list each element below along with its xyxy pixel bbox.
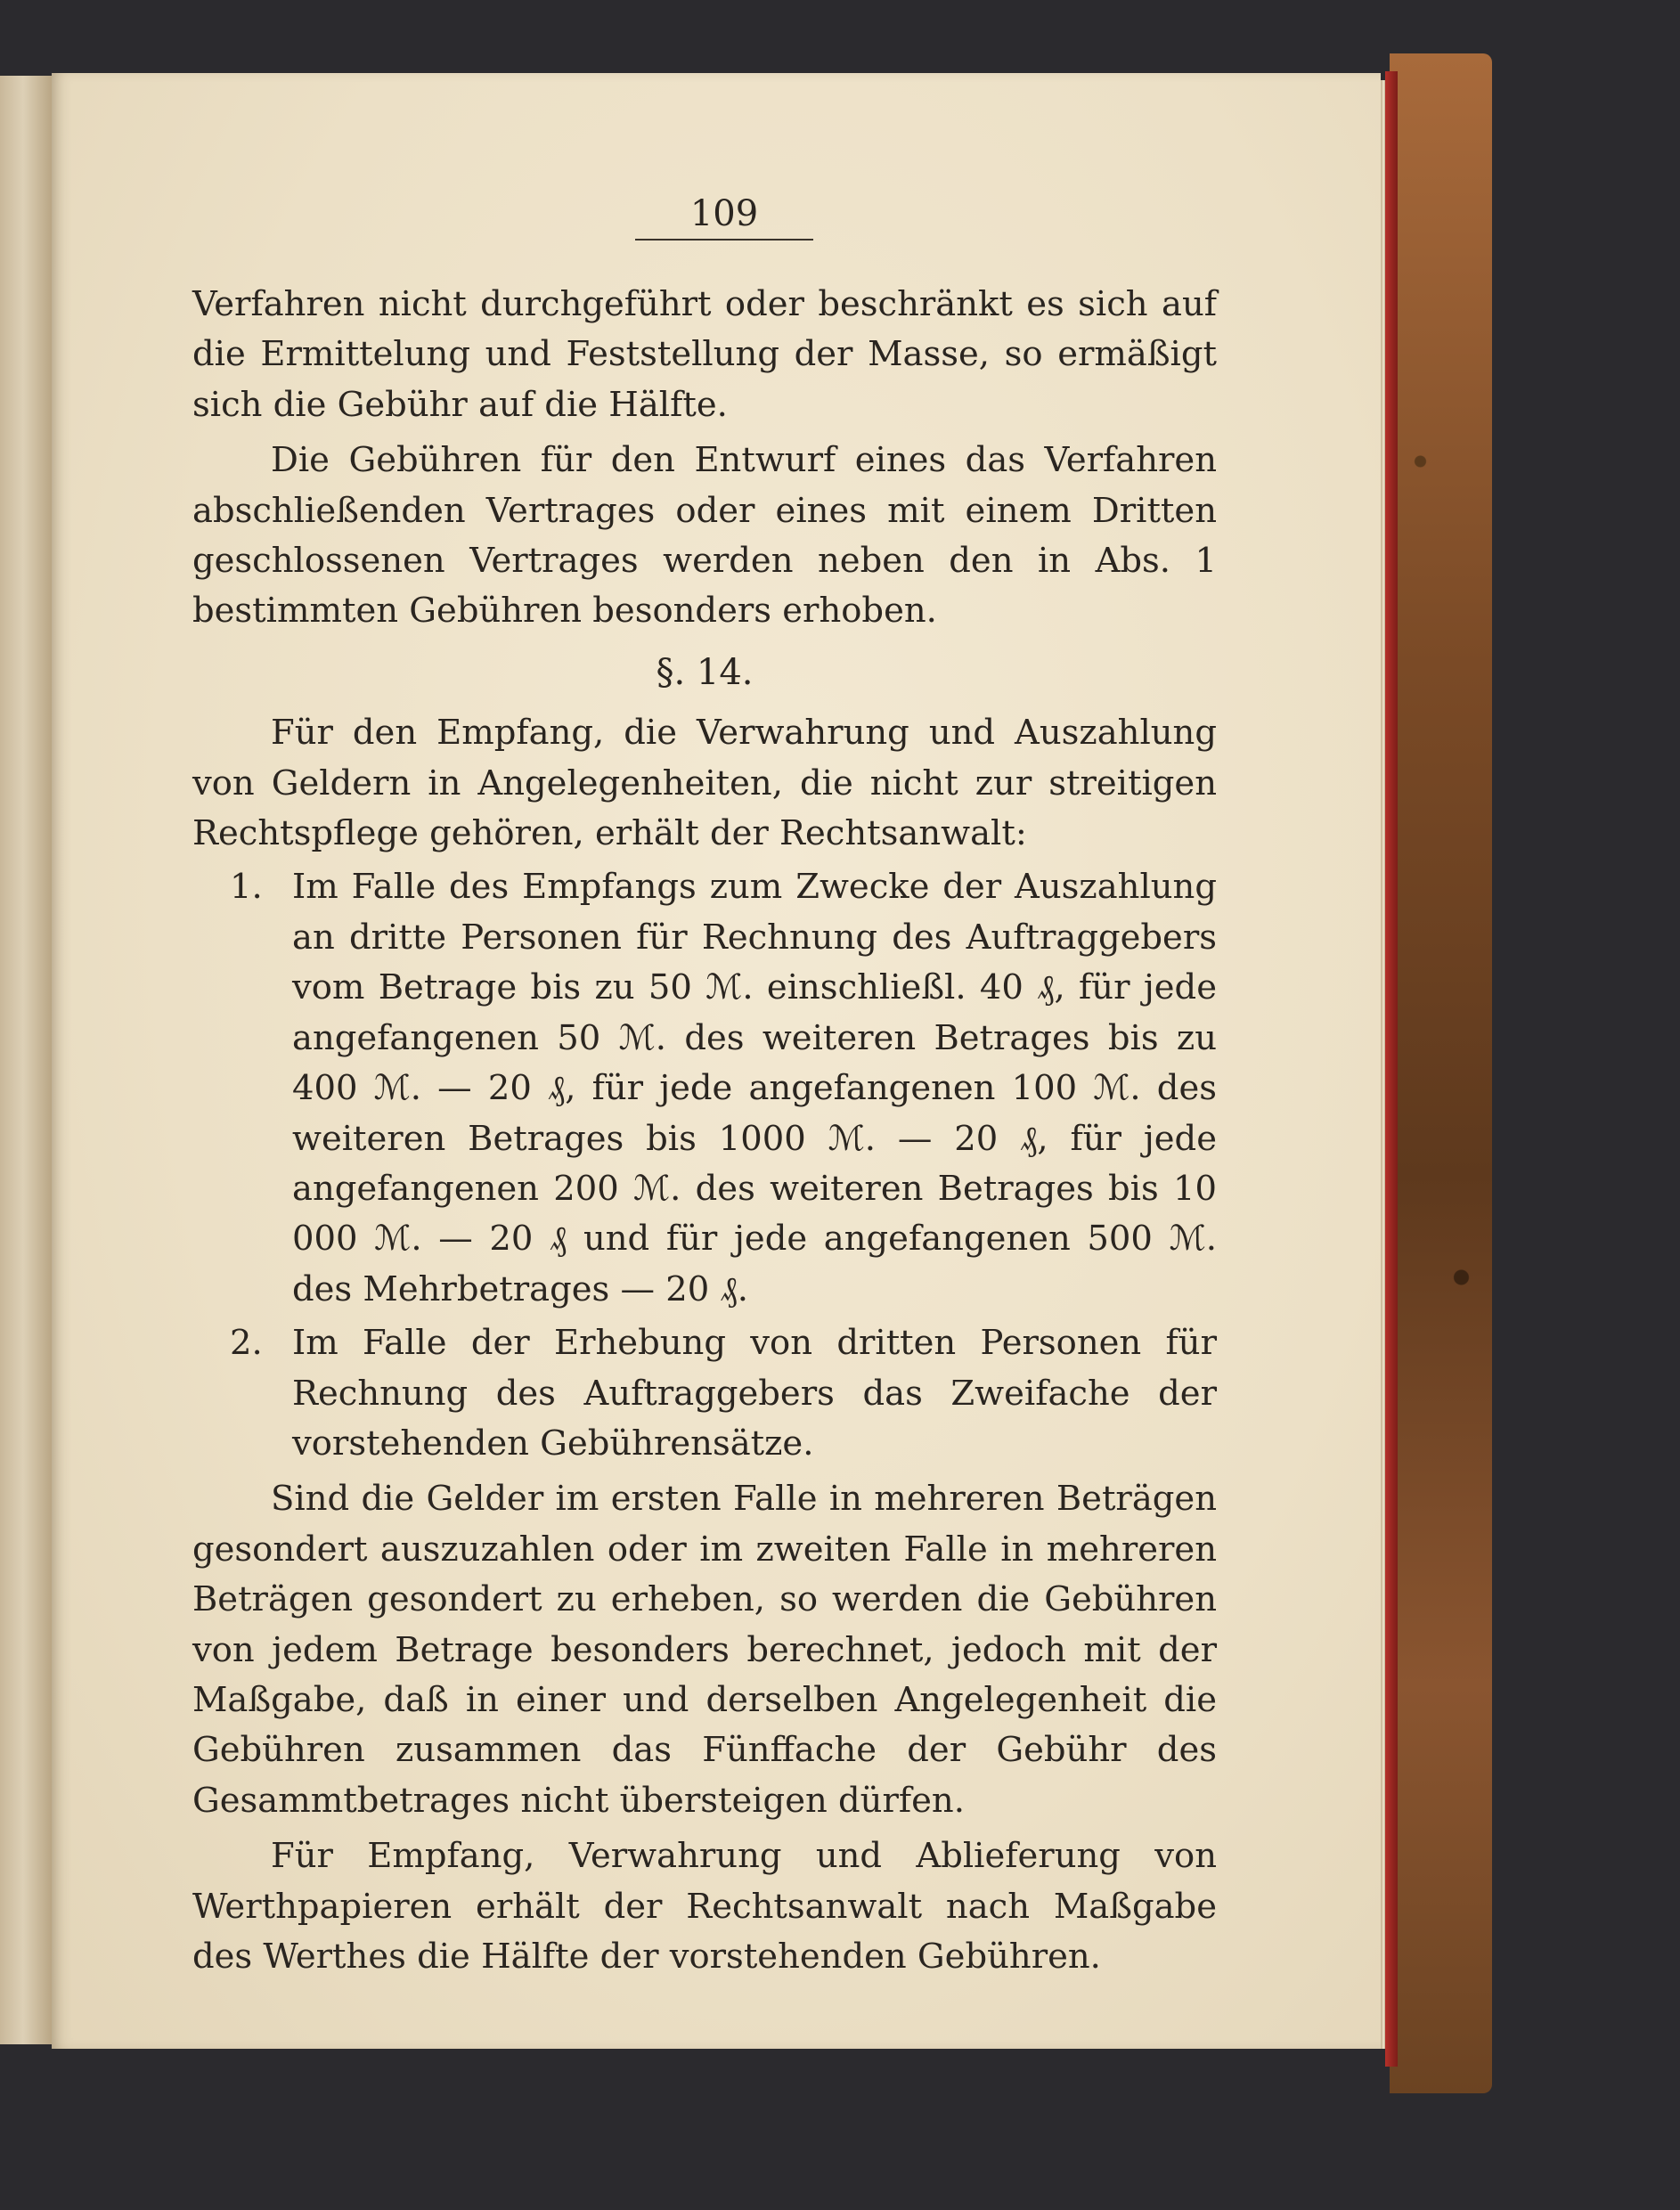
paragraph-installments: Sind die Gelder im ersten Falle in mehreren Beträgen gesondert auszuzahlen oder im zweiten Falle in mehreren Beträgen gesondert zu erheben, so werden die Gebühren von jedem Betrage besonders berechnet, jedoch mit der Maßgabe, daß in einer und derselben Angelegenheit die Gebühren zusammen das Fünffache der Gebühr des Gesammtbetrages nicht übersteigen dürfen. [192, 1479, 1217, 1821]
list-item [192, 862, 1217, 1315]
list-number: 1. [230, 867, 263, 908]
page-number: 109 [689, 193, 759, 234]
paragraph-intro: Für den Empfang, die Verwahrung und Auszahlung von Geldern in Angelegenheiten, die nicht zur streitigen Rechtspflege gehören, erhält der Rechtsanwalt: [192, 713, 1217, 854]
list-item [192, 1318, 1217, 1469]
section-heading: §. 14. [656, 651, 754, 693]
paragraph-securities: Für Empfang, Verwahrung und Ablieferung von Werthpapieren erhält der Rechtsanwalt nach Maßgabe des Werthes die Hälfte der vorstehenden Gebühren. [192, 1836, 1217, 1977]
page-body [192, 280, 1217, 1982]
red-page-edge [1385, 71, 1398, 2067]
page-number-rule [635, 239, 813, 241]
paragraph-continuation: Verfahren nicht durchgeführt oder beschränkt es sich auf die Ermittelung und Feststellung der Masse, so ermäßigt sich die Gebühr auf die Hälfte. [192, 284, 1217, 425]
list-text: Im Falle des Empfangs zum Zwecke der Auszahlung an dritte Personen für Rechnung des Auftraggebers vom Betrage bis zu 50 ℳ. einschließl. 40 ₰, für jede angefangenen 50 ℳ. des weiteren Betrages bis zu 400 ℳ. — 20 ₰, für jede angefangenen 100 ℳ. des weiteren Betrages bis 1000 ℳ. — 20 ₰, für jede angefangenen 200 ℳ. des weiteren Betrages bis 10 000 ℳ. — 20 ₰ und für jede angefangenen 500 ℳ. des Mehrbetrages — 20 ₰. [292, 867, 1217, 1309]
paragraph-contracts: Die Gebühren für den Entwurf eines das Verfahren abschließenden Vertrages oder eines mit einem Dritten geschlossenen Vertrages werden neben den in Abs. 1 bestimmten Gebühren besonders erhoben. [192, 440, 1217, 632]
list-text: Im Falle der Erhebung von dritten Personen für Rechnung des Auftraggebers das Zweifache der vorstehenden Gebührensätze. [292, 1323, 1217, 1464]
book-page [52, 73, 1381, 2049]
list-number: 2. [230, 1323, 263, 1364]
facing-page-edge [0, 76, 54, 2044]
book-cover [1390, 53, 1492, 2093]
